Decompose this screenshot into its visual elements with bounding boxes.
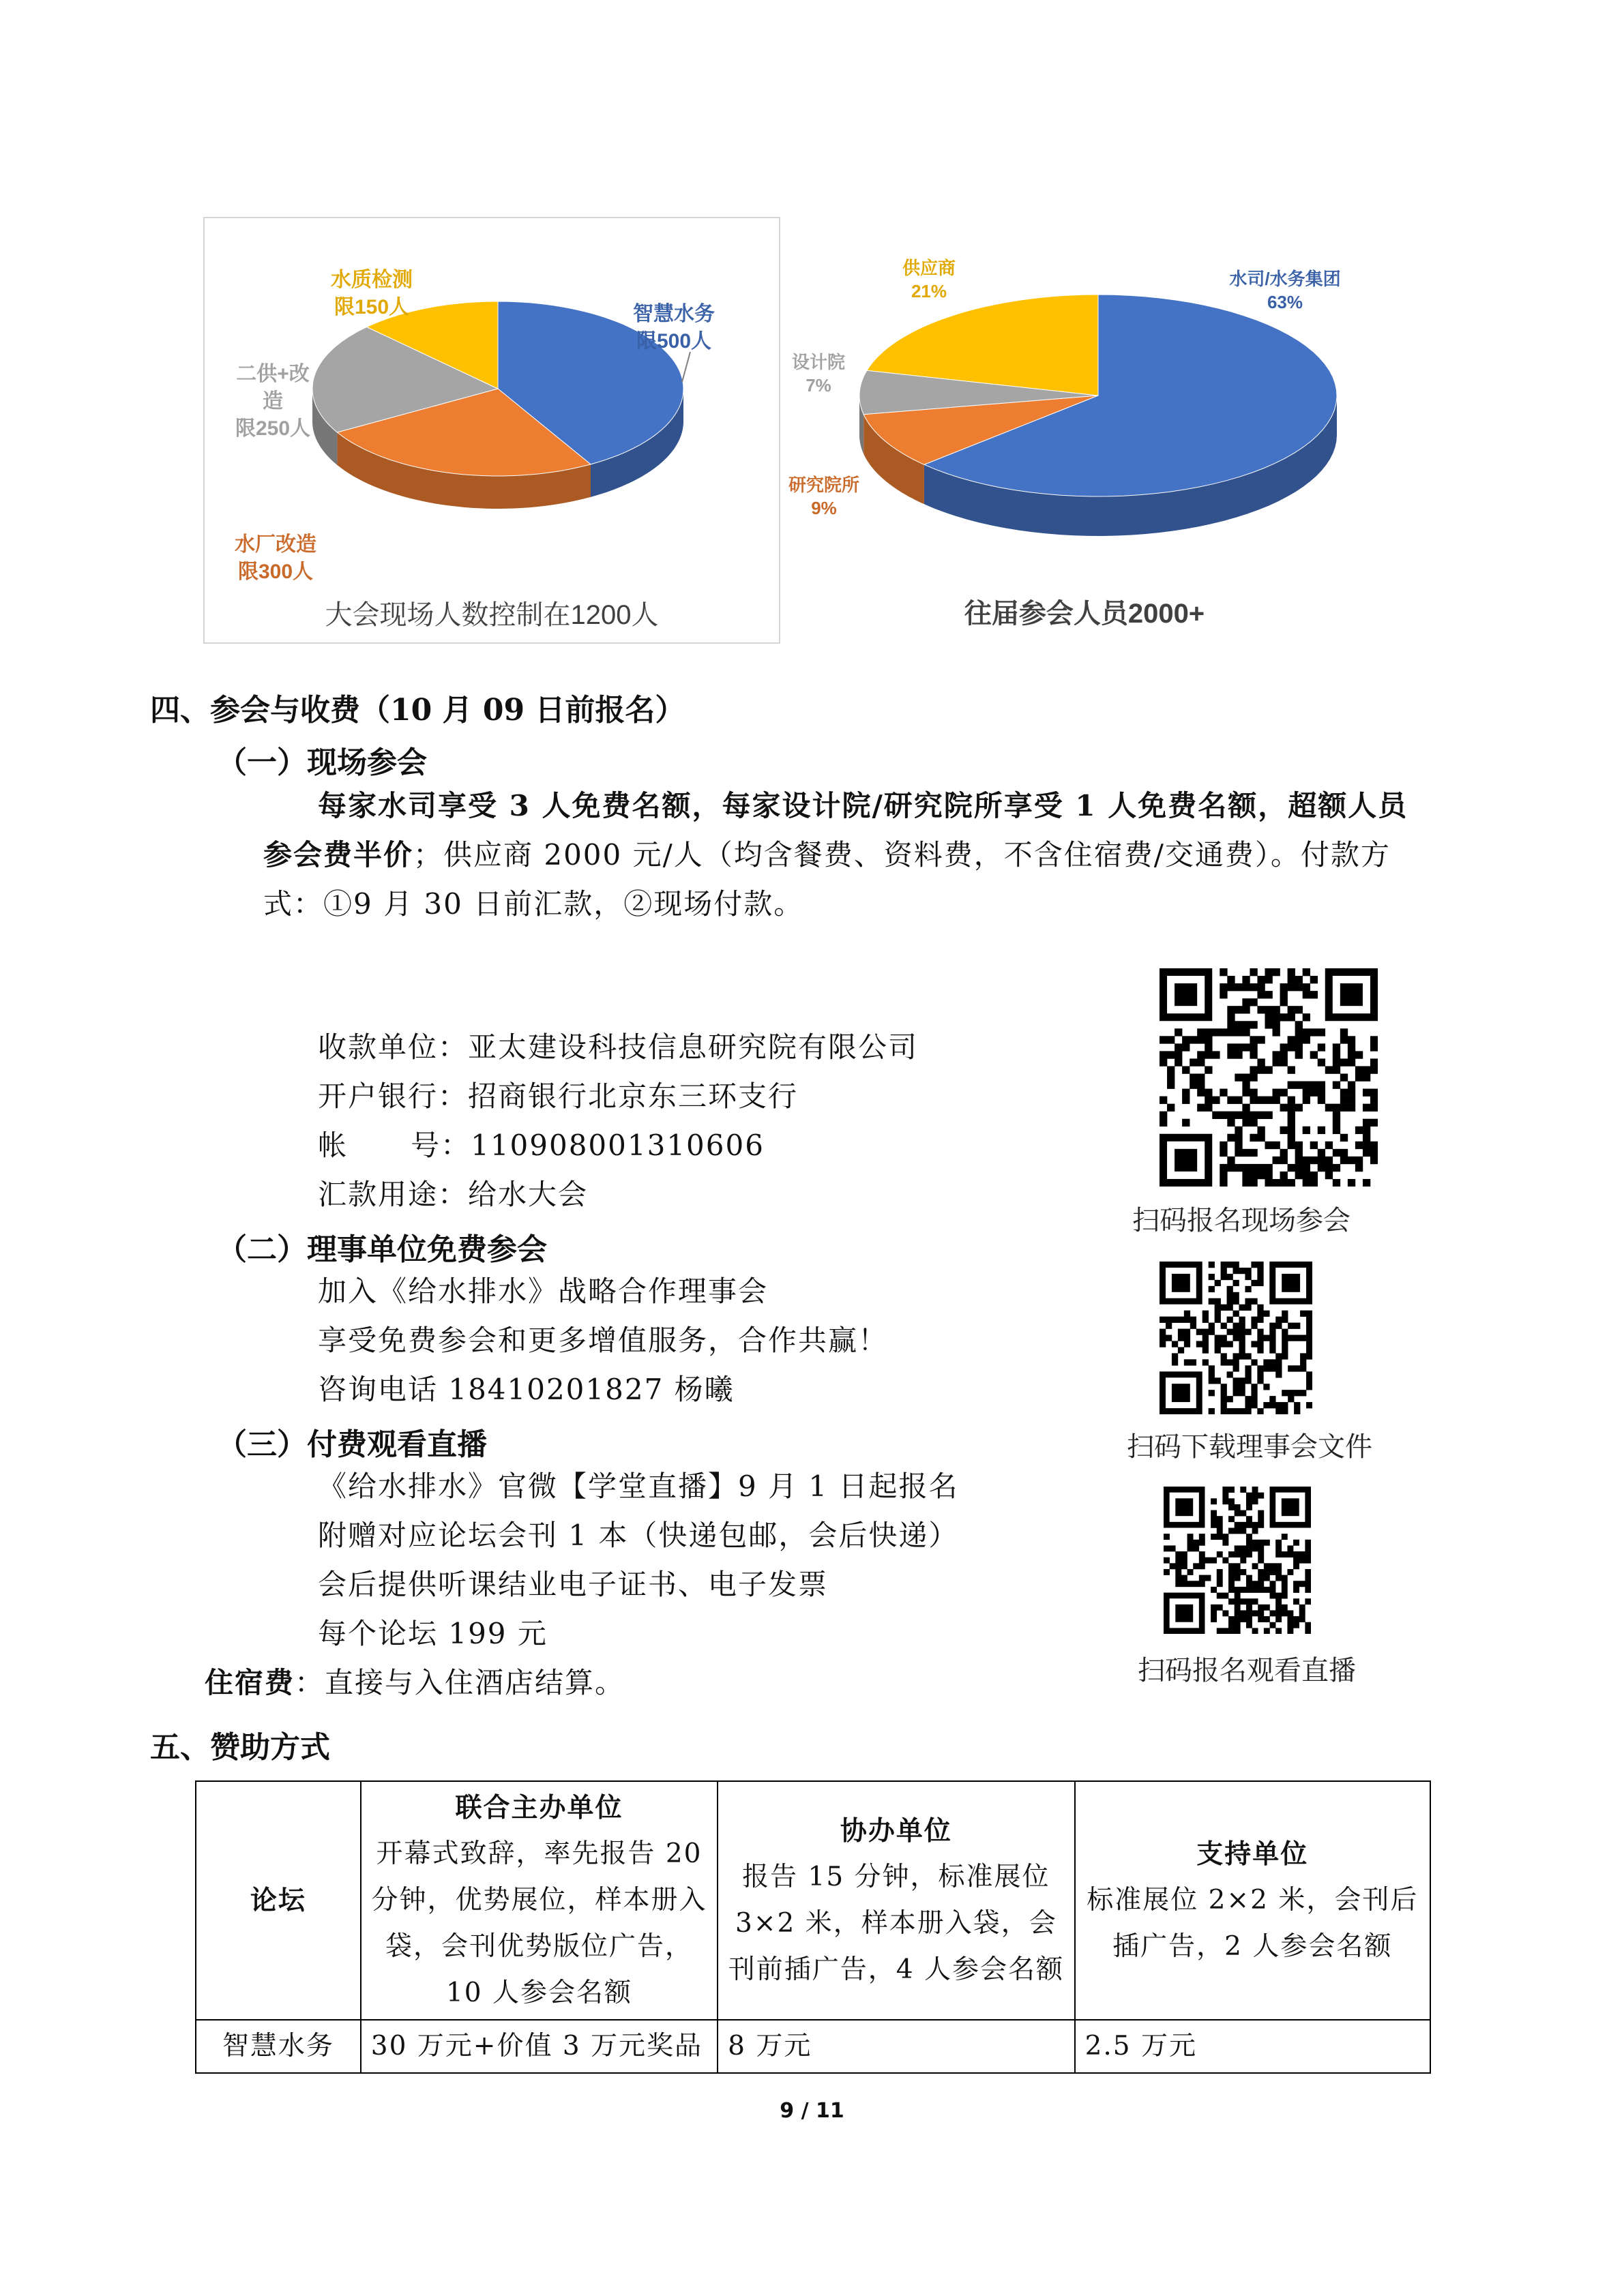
left-pie-label-0-1: 限500人 — [636, 330, 712, 353]
left-pie-label-2-2: 限250人 — [235, 417, 311, 440]
sub2-line3: 咨询电话 18410201827 杨曦 — [318, 1373, 735, 1406]
header-supporter-title: 支持单位 — [1196, 1838, 1309, 1870]
left-leader-line — [682, 352, 690, 382]
header-supporter — [1075, 1781, 1430, 2020]
charts-panel — [203, 217, 780, 644]
section4-sub3-heading: （三）付费观看直播 — [217, 1427, 487, 1462]
right-pie-label-1-0: 研究院所 — [788, 475, 860, 495]
qr-code-council-docs[interactable] — [1160, 1262, 1312, 1414]
bank-line: 开户银行：招商银行北京东三环支行 — [318, 1079, 799, 1113]
header-organizer — [718, 1781, 1074, 2020]
right-chart-svg — [778, 217, 1391, 641]
header-co-host-title: 联合主办单位 — [455, 1792, 623, 1823]
row1-organizer-price: 8 万元 — [718, 2020, 1074, 2073]
right-pie-label-2-1: 7% — [806, 375, 831, 396]
row1-supporter-price: 2.5 万元 — [1075, 2020, 1430, 2073]
sub1-para-line2 — [263, 831, 1391, 880]
table-header-row — [196, 1781, 1430, 2020]
right-chart-caption: 往届参会人员2000+ — [964, 599, 1205, 629]
sub3-line3: 会后提供听课结业电子证书、电子发票 — [318, 1568, 829, 1601]
right-pie-label-1-1: 9% — [811, 498, 837, 518]
section4-sub2-heading: （二）理事单位免费参会 — [217, 1232, 547, 1267]
payee-line: 收款单位：亚太建设科技信息研究院有限公司 — [318, 1030, 919, 1064]
header-organizer-title: 协办单位 — [840, 1815, 952, 1847]
sub1-para-line1: 每家水司享受 3 人免费名额，每家设计院/研究院所享受 1 人免费名额，超额人员 — [318, 789, 1408, 822]
header-organizer-desc: 报告 15 分钟，标准展位 3×2 米，样本册入袋，会刊前插广告，4 人参会名额 — [728, 1862, 1064, 1985]
table-row — [196, 2020, 1430, 2073]
account-line: 帐 号：110908001310606 — [318, 1129, 765, 1162]
header-forum: 论坛 — [196, 1781, 361, 2020]
header-supporter-desc: 标准展位 2×2 米，会刊后插广告，2 人参会名额 — [1087, 1885, 1419, 1962]
right-pie-label-3-0: 供应商 — [902, 258, 956, 278]
qr2-caption: 扫码下载理事会文件 — [1127, 1431, 1372, 1463]
header-co-host-desc: 开幕式致辞，率先报告 20 分钟，优势展位，样本册入袋，会刊优势版位广告，10 人参会名额 — [371, 1838, 707, 2008]
sub1-para-bold: 参会费半价 — [263, 838, 414, 871]
page-number: 9 / 11 — [780, 2099, 844, 2123]
right-pie-label-0-1: 63% — [1267, 292, 1303, 312]
qr-code-live-stream[interactable] — [1164, 1487, 1311, 1634]
section5-heading: 五、赞助方式 — [150, 1730, 330, 1765]
section4-sub1-heading: （一）现场参会 — [217, 745, 427, 780]
left-pie-label-1-0: 水厂改造 — [235, 533, 316, 556]
sub3-line4: 每个论坛 199 元 — [318, 1617, 548, 1650]
left-pie-label-1-1: 限300人 — [237, 561, 314, 583]
header-co-host — [361, 1781, 718, 2020]
sub1-para-line3: 式：①9 月 30 日前汇款，②现场付款。 — [263, 887, 804, 921]
section4-heading: 四、参会与收费（10 月 09 日前报名） — [150, 693, 685, 728]
qr3-caption: 扫码报名观看直播 — [1138, 1655, 1356, 1686]
right-pie-label-3-1: 21% — [911, 281, 947, 301]
charts-svg — [205, 218, 779, 642]
purpose-line: 汇款用途：给水大会 — [318, 1178, 589, 1211]
sub2-line1: 加入《给水排水》战略合作理事会 — [318, 1274, 769, 1308]
sub1-para-rest: ；供应商 2000 元/人（均含餐费、资料费，不含住宿费/交通费）。付款方 — [413, 838, 1391, 871]
left-pie-label-2-0: 二供+改 — [236, 363, 310, 385]
left-chart-caption: 大会现场人数控制在1200人 — [325, 600, 659, 630]
right-pie-label-2-0: 设计院 — [791, 352, 846, 372]
right-pie-label-0-0: 水司/水务集团 — [1229, 269, 1341, 289]
qr-code-registration[interactable] — [1160, 968, 1378, 1187]
left-pie-chart — [312, 301, 683, 509]
sub3-line2: 附赠对应论坛会刊 1 本（快递包邮，会后快递） — [318, 1519, 959, 1552]
lodging-text: ：直接与入住酒店结算。 — [295, 1666, 625, 1699]
left-pie-label-0-0: 智慧水务 — [633, 303, 715, 325]
left-pie-label-3-1: 限150人 — [334, 296, 410, 318]
lodging-label: 住宿费 — [205, 1666, 295, 1699]
row1-co-host-price: 30 万元+价值 3 万元奖品 — [361, 2020, 718, 2073]
row1-forum: 智慧水务 — [196, 2020, 361, 2073]
sub2-line2: 享受免费参会和更多增值服务，合作共赢！ — [318, 1324, 889, 1357]
left-pie-label-2-1: 造 — [263, 390, 283, 413]
qr1-caption: 扫码报名现场参会 — [1132, 1205, 1350, 1236]
lodging-line — [205, 1658, 625, 1708]
sub3-line1: 《给水排水》官微【学堂直播】9 月 1 日起报名 — [318, 1470, 959, 1503]
left-pie-label-3-0: 水质检测 — [331, 269, 413, 291]
sponsorship-table — [195, 1780, 1431, 2074]
right-pie-chart — [859, 295, 1337, 536]
